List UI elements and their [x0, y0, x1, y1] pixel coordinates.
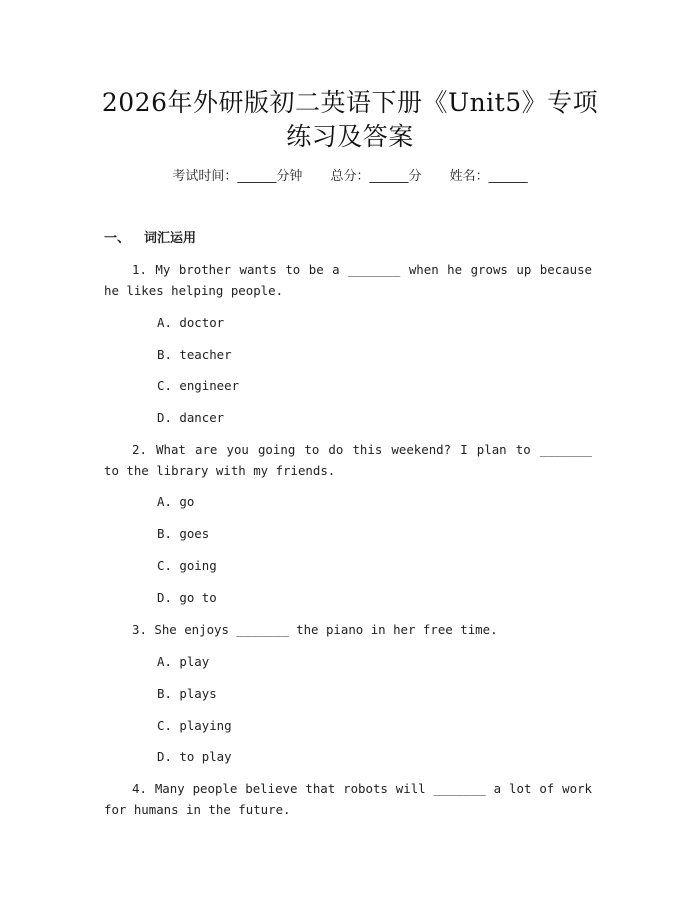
exam-score-field: 总分：______分 [330, 169, 422, 184]
question-4-text: 4. Many people believe that robots will _______ a lot of work for humans in the future. [104, 781, 592, 817]
question-3-option-c: C. playing [157, 718, 232, 733]
section-heading [104, 228, 196, 250]
question-3-option-b: B. plays [157, 686, 217, 701]
document-title-line-2: 练习及答案 [286, 122, 414, 151]
question-2-text: 2. What are you going to do this weekend? I plan to _______ to the library with my friends. [104, 442, 592, 478]
section-number: 一、 [104, 231, 131, 246]
exam-meta [0, 166, 700, 188]
question-1-option-b: B. teacher [157, 347, 232, 362]
question-2-option-b: B. goes [157, 526, 210, 541]
question-3-option-d: D. to play [157, 749, 232, 764]
question-1-option-d: D. dancer [157, 410, 225, 425]
question-1-text: 1. My brother wants to be a _______ when he grows up because he likes helping people. [104, 262, 592, 298]
exam-time-field: 考试时间：______分钟 [172, 169, 303, 184]
section-title: 词汇运用 [144, 231, 197, 246]
question-3-text: 3. She enjoys _______ the piano in her free time. [132, 622, 498, 637]
document-title-line-1: 2026年外研版初二英语下册《Unit5》专项 [101, 88, 599, 117]
question-1-option-c: C. engineer [157, 378, 240, 393]
question-3-option-a: A. play [157, 654, 210, 669]
question-2-option-a: A. go [157, 494, 195, 509]
question-2-option-d: D. go to [157, 590, 217, 605]
exam-name-field: 姓名：______ [449, 169, 528, 184]
question-1-option-a: A. doctor [157, 315, 225, 330]
question-2-option-c: C. going [157, 558, 217, 573]
